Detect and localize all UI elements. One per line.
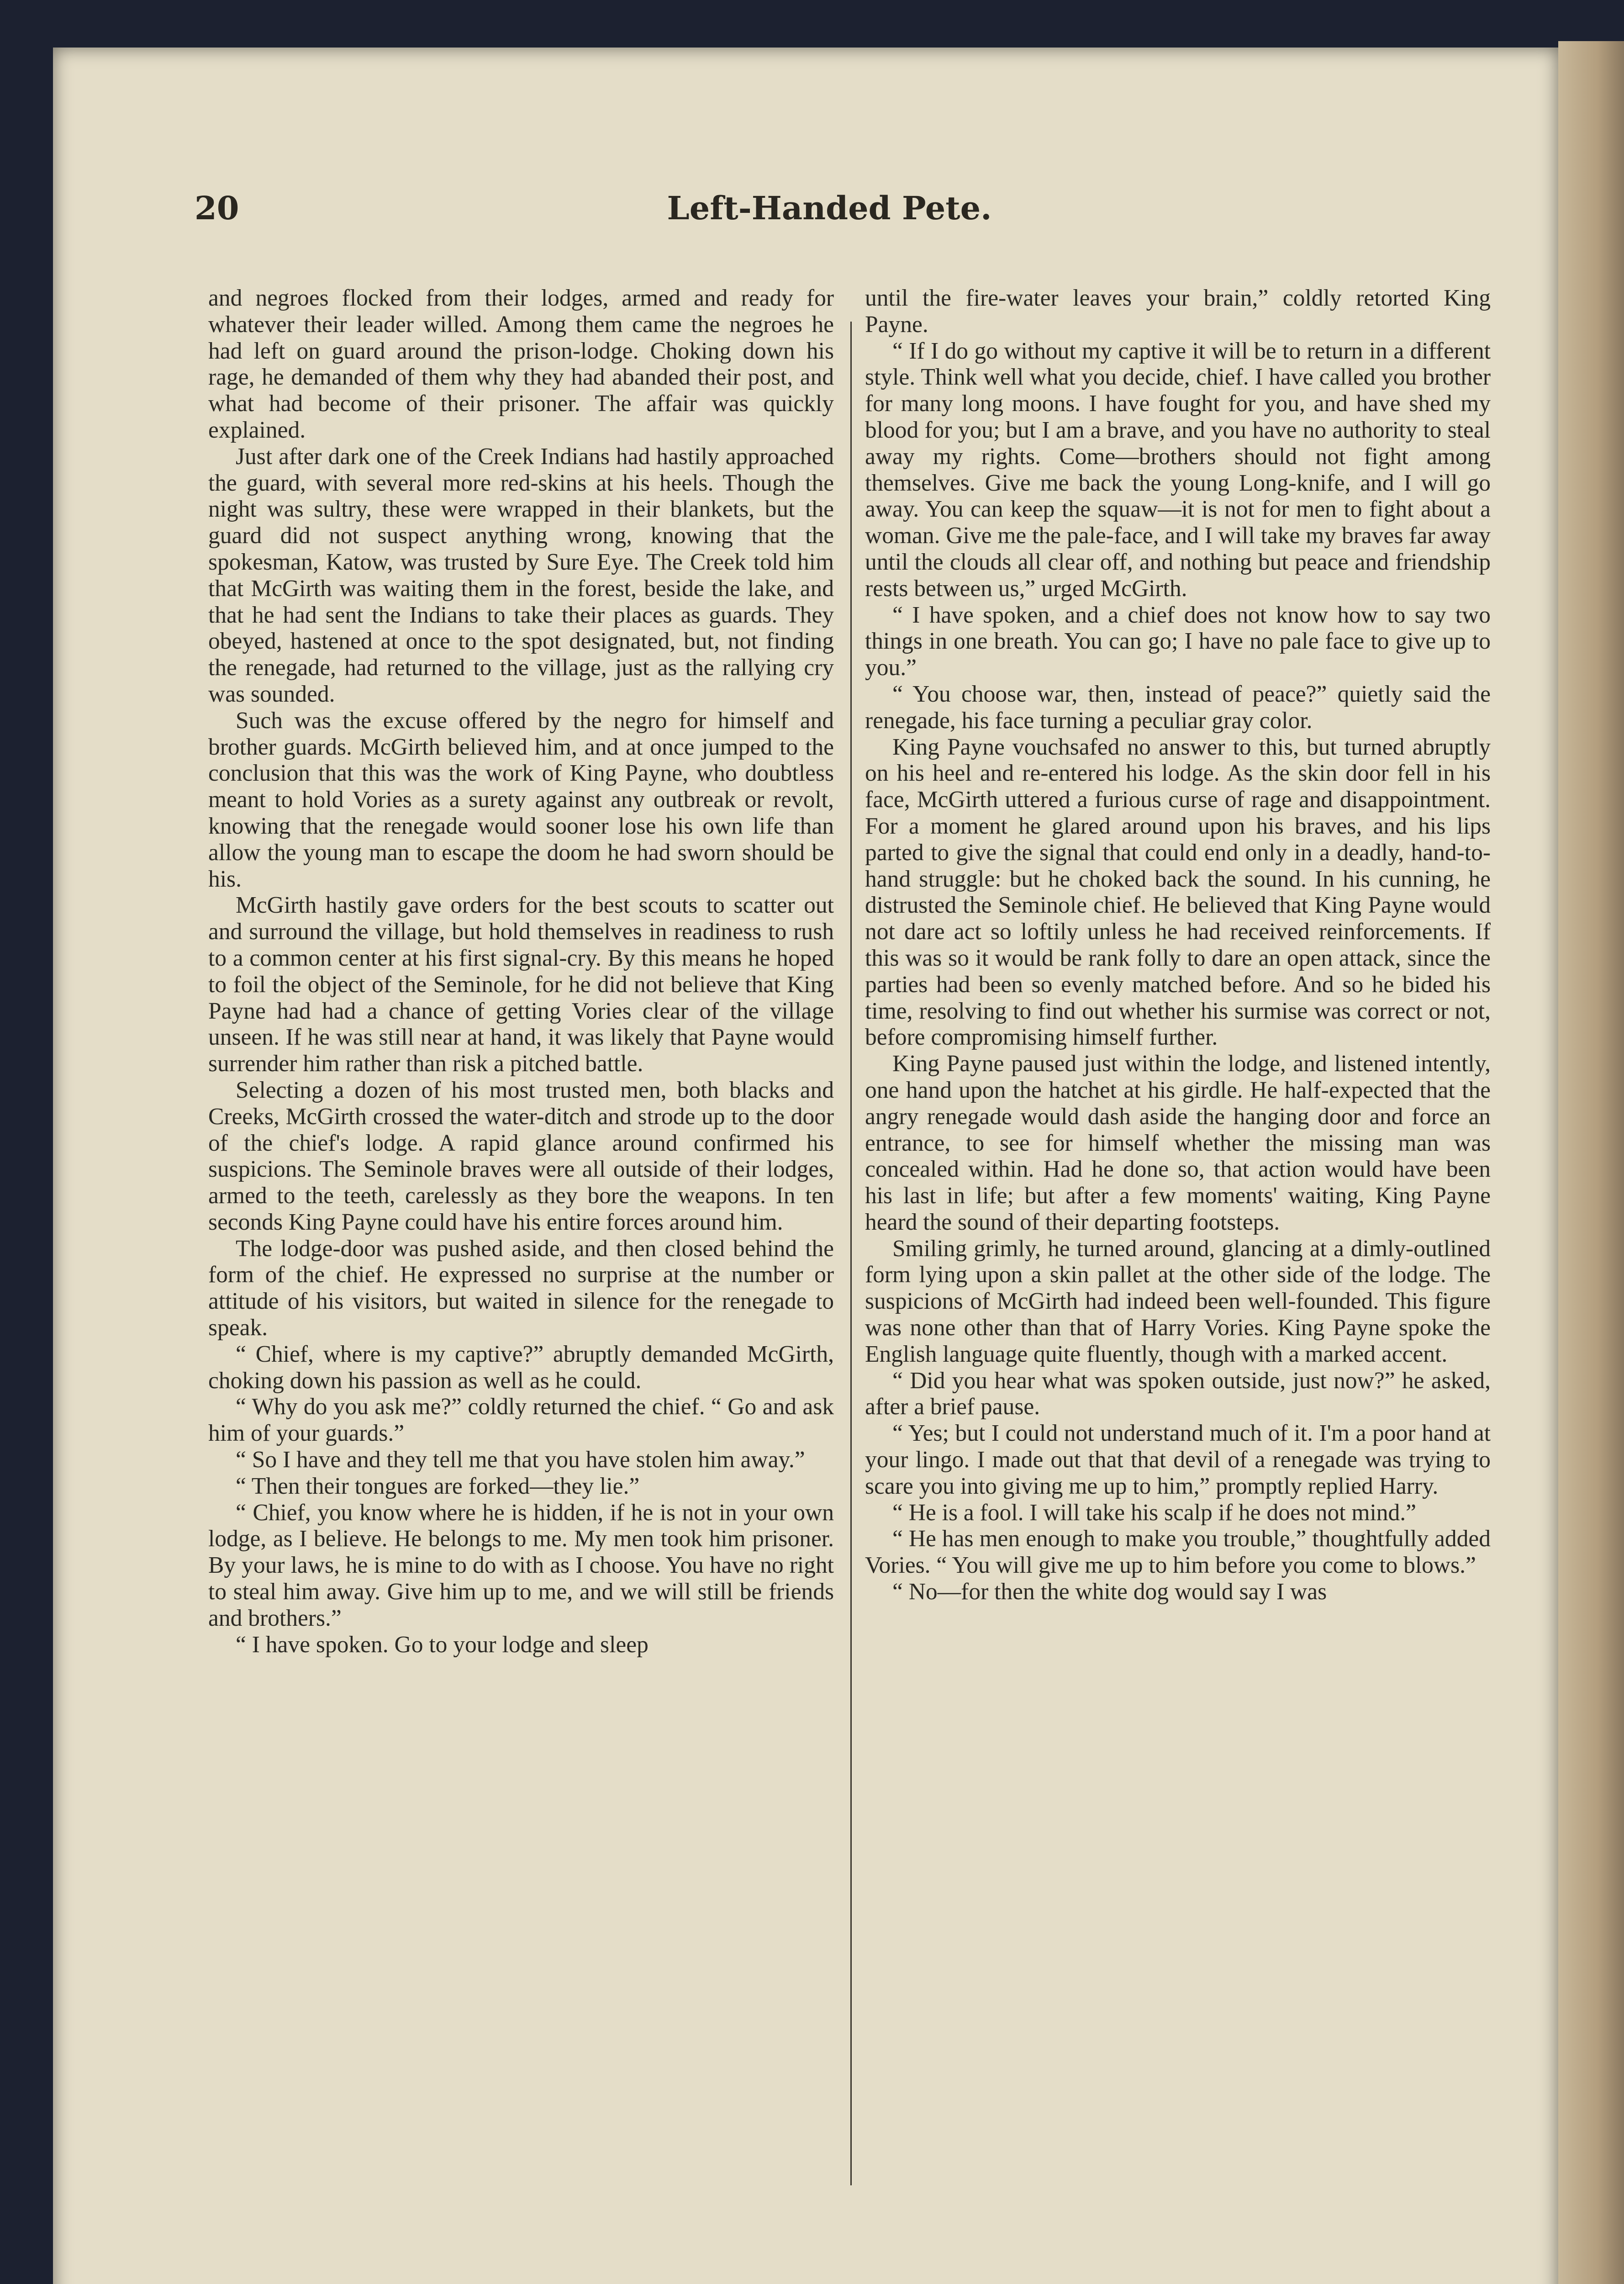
paragraph: McGirth hastily gave orders for the best scouts to scatter out and surround the village, but hold themselves in readiness to rush to a common center at his first signal-cry. By this means he hoped to foil the object of the Seminole, for he did not believe that King Payne had had a chance of getting Vories clear of the village unseen. If he was still near at hand, it was likely that Payne would surrender him rather than risk a pitched battle.	[208, 892, 834, 1077]
paragraph: Just after dark one of the Creek Indians had hastily approached the guard, with several more red-skins at his heels. Though the night was sultry, these were wrapped in their blankets, but the guard did not suspect anything wrong, knowing that the spokesman, Katow, was trusted by Sure Eye. The Creek told him that McGirth was waiting them in the forest, beside the lake, and that he had sent the Indians to take their places as guards. They obeyed, hastened at once to the spot designated, but, not finding the renegade, had returned to the village, just as the rallying cry was sounded.	[208, 443, 834, 707]
paragraph: “ So I have and they tell me that you have stolen him away.”	[236, 1447, 805, 1473]
paragraph: “ Why do you ask me?” coldly returned the chief. “ Go and ask him of your guards.”	[208, 1394, 834, 1447]
paragraph: King Payne vouchsafed no answer to this, but turned abruptly on his heel and re-entered his lodge. As the skin door fell in his face, McGirth uttered a furious curse of rage and disappointment. For a moment he glared around upon his braves, and his lips parted to give the signal that could end only in a deadly, hand-to-hand struggle: but he choked back the sound. In his cunning, he distrusted the Seminole chief. He believed that King Payne would not dare act so loftily unless he had received reinforcements. If this was so it would be rank folly to dare an open attack, since the parties had been so evenly matched before. And so he bided his time, resolving to find out whether his surmise was correct or not, before compromising himself further.	[865, 734, 1491, 1051]
page-header	[53, 189, 1558, 244]
paragraph: “ You choose war, then, instead of peace?” quietly said the renegade, his face turning a peculiar gray color.	[865, 681, 1491, 734]
paragraph: “ I have spoken. Go to your lodge and sleep	[236, 1631, 649, 1658]
paragraph: Such was the excuse offered by the negro for himself and brother guards. McGirth believed him, and at once jumped to the conclusion that this was the work of King Payne, who doubtless meant to hold Vories as a surety against any outbreak or revolt, knowing that the renegade would sooner lose his own life than allow the young man to escape the doom he had sworn should be his.	[208, 707, 834, 892]
paragraph: “ Chief, you know where he is hidden, if he is not in your own lodge, as I believe. He belongs to me. My men took him prisoner. By your laws, he is mine to do with as I choose. You have no right to steal him away. Give him up to me, and we will still be friends and brothers.”	[208, 1499, 834, 1631]
paragraph: “ Chief, where is my captive?” abruptly demanded McGirth, choking down his passion as well as he could.	[208, 1341, 834, 1394]
paragraph: “ Did you hear what was spoken outside, just now?” he asked, after a brief pause.	[865, 1367, 1491, 1420]
paragraph: Selecting a dozen of his most trusted men, both blacks and Creeks, McGirth crossed the water-ditch and strode up to the door of the chief's lodge. A rapid glance around confirmed his suspicions. The Seminole braves were all outside of their lodges, armed to the teeth, carelessly as they bore the weapons. In ten seconds King Payne could have his entire forces around him.	[208, 1077, 834, 1235]
paragraph: The lodge-door was pushed aside, and then closed behind the form of the chief. He expressed no surprise at the number or attitude of his visitors, but waited in silence for the renegade to speak.	[208, 1235, 834, 1341]
paragraph: King Payne paused just within the lodge, and listened intently, one hand upon the hatchet at his girdle. He half-expected that the angry renegade would dash aside the hanging door and force an entrance, to see for himself whether the missing man was concealed within. Had he done so, that action would have been his last in life; but after a few moments' waiting, King Payne heard the sound of their departing footsteps.	[865, 1051, 1491, 1235]
paragraph: “ No—for then the white dog would say I was	[892, 1579, 1327, 1605]
page-number: 20	[195, 189, 239, 227]
paragraph: “ If I do go without my captive it will be to return in a different style. Think well what you decide, chief. I have called you brother for many long moons. I have fought for you, and have shed my blood for you; but I am a brave, and you have no authority to steal away my rights. Come—brothers should not fight among themselves. Give me back the young Long-knife, and I will go away. You can keep the squaw—it is not for men to fight about a woman. Give me the pale-face, and I will take my braves far away until the clouds all clear off, and nothing but peace and friendship rests between us,” urged McGirth.	[865, 338, 1491, 602]
right-column	[865, 285, 1491, 2204]
paragraph: “ Then their tongues are forked—they lie.”	[236, 1473, 640, 1499]
paragraph: “ He is a fool. I will take his scalp if he does not mind.”	[892, 1499, 1417, 1526]
book-page	[53, 48, 1558, 2284]
running-title: Left-Handed Pete.	[667, 189, 992, 227]
paragraph: “ I have spoken, and a chief does not know how to say two things in one breath. You can go; I have no pale face to give up to you.”	[865, 602, 1491, 681]
paragraph: “ He has men enough to make you trouble,” thoughtfully added Vories. “ You will give me up to him before you come to blows.”	[865, 1526, 1491, 1579]
paragraph: until the fire-water leaves your brain,” coldly retorted King Payne.	[865, 285, 1491, 338]
paragraph: “ Yes; but I could not understand much of it. I'm a poor hand at your lingo. I made out that that devil of a renegade was trying to scare you into giving me up to him,” promptly replied Harry.	[865, 1420, 1491, 1499]
left-column	[208, 285, 834, 2204]
column-divider	[850, 322, 852, 2185]
paragraph: and negroes flocked from their lodges, armed and ready for whatever their leader willed. Among them came the negroes he had left on guard around the prison-lodge. Choking down his rage, he demanded of them why they had abanded their post, and what had become of their prisoner. The affair was quickly explained.	[208, 285, 834, 443]
paragraph: Smiling grimly, he turned around, glancing at a dimly-outlined form lying upon a skin pallet at the other side of the lodge. The suspicions of McGirth had indeed been well-founded. This figure was none other than that of Harry Vories. King Payne spoke the English language quite fluently, though with a marked accent.	[865, 1235, 1491, 1367]
page-edge	[1558, 41, 1624, 2284]
